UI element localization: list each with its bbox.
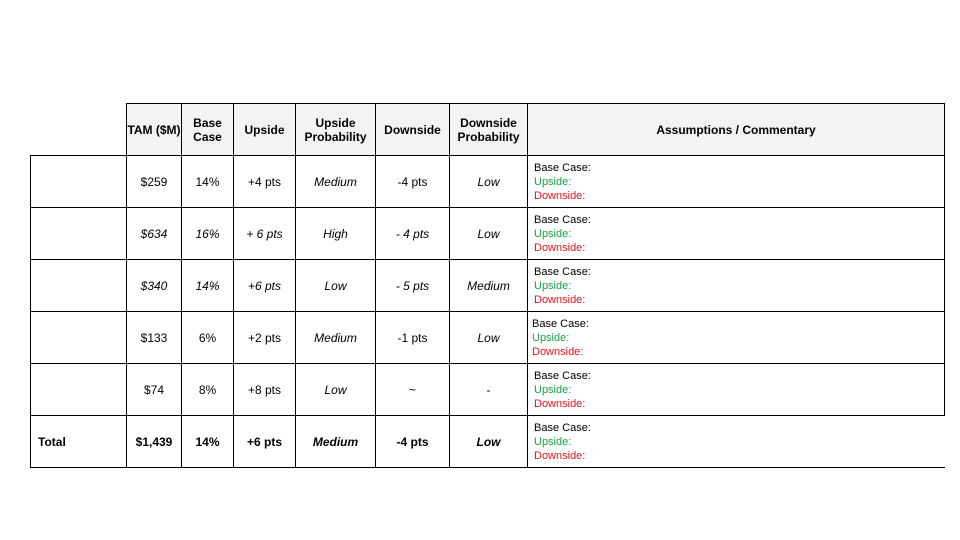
cell-upside-probability: Low: [296, 364, 376, 416]
cell-base-case: 14%: [182, 156, 234, 208]
row-label: [31, 156, 127, 208]
cell-commentary: [528, 208, 945, 260]
header-tam: TAM ($M): [127, 104, 182, 156]
cell-upside: +8 pts: [234, 364, 296, 416]
cell-downside: - 5 pts: [376, 260, 450, 312]
commentary-downside-label: Downside:: [534, 293, 586, 306]
total-tam: $1,439: [127, 416, 182, 468]
cell-base-case: 6%: [182, 312, 234, 364]
cell-downside-probability: Low: [450, 156, 528, 208]
commentary-base-case-label: Base Case:: [534, 161, 591, 174]
table-row: [31, 260, 945, 312]
row-label: [31, 364, 127, 416]
header-base-case: Base Case: [182, 104, 234, 156]
commentary-upside-label: Upside:: [534, 435, 572, 448]
commentary-upside-label: Upside:: [532, 331, 570, 344]
cell-downside: ~: [376, 364, 450, 416]
total-row: [31, 416, 945, 468]
total-label: Total: [31, 416, 127, 468]
cell-upside-probability: Medium: [296, 156, 376, 208]
cell-downside: -4 pts: [376, 156, 450, 208]
cell-upside-probability: High: [296, 208, 376, 260]
cell-upside: +4 pts: [234, 156, 296, 208]
cell-tam: $133: [127, 312, 182, 364]
header-downside: Downside: [376, 104, 450, 156]
header-blank: [31, 104, 127, 156]
cell-upside-probability: Medium: [296, 312, 376, 364]
header-downside-probability: Downside Probability: [450, 104, 528, 156]
cell-commentary: [528, 312, 945, 364]
cell-tam: $340: [127, 260, 182, 312]
cell-commentary: [528, 260, 945, 312]
header-upside: Upside: [234, 104, 296, 156]
cell-upside: +2 pts: [234, 312, 296, 364]
cell-downside-probability: Low: [450, 208, 528, 260]
row-label: [31, 208, 127, 260]
cell-base-case: 8%: [182, 364, 234, 416]
table-row: [31, 208, 945, 260]
cell-downside: - 4 pts: [376, 208, 450, 260]
total-upside: +6 pts: [234, 416, 296, 468]
commentary-base-case-label: Base Case:: [534, 213, 591, 226]
commentary-downside-label: Downside:: [534, 397, 586, 410]
commentary-upside-label: Upside:: [534, 227, 572, 240]
header-commentary: Assumptions / Commentary: [528, 104, 945, 156]
total-upside-probability: Medium: [296, 416, 376, 468]
table-row: [31, 156, 945, 208]
cell-downside-probability: -: [450, 364, 528, 416]
commentary-base-case-label: Base Case:: [534, 421, 591, 434]
cell-upside-probability: Low: [296, 260, 376, 312]
total-downside: -4 pts: [376, 416, 450, 468]
commentary-downside-label: Downside:: [532, 345, 584, 358]
commentary-base-case-label: Base Case:: [534, 369, 591, 382]
table-row: [31, 312, 945, 364]
total-base-case: 14%: [182, 416, 234, 468]
header-upside-probability: Upside Probability: [296, 104, 376, 156]
cell-commentary: [528, 156, 945, 208]
cell-downside: -1 pts: [376, 312, 450, 364]
commentary-upside-label: Upside:: [534, 383, 572, 396]
cell-upside: + 6 pts: [234, 208, 296, 260]
cell-commentary: [528, 364, 945, 416]
scenario-table: [30, 103, 945, 468]
cell-tam: $74: [127, 364, 182, 416]
row-label: [31, 260, 127, 312]
cell-downside-probability: Low: [450, 312, 528, 364]
commentary-downside-label: Downside:: [534, 241, 586, 254]
commentary-base-case-label: Base Case:: [534, 265, 591, 278]
commentary-base-case-label: Base Case:: [532, 317, 589, 330]
header-row: [31, 104, 945, 156]
cell-downside-probability: Medium: [450, 260, 528, 312]
commentary-upside-label: Upside:: [534, 175, 572, 188]
cell-tam: $259: [127, 156, 182, 208]
cell-base-case: 16%: [182, 208, 234, 260]
commentary-downside-label: Downside:: [534, 449, 586, 462]
row-label: [31, 312, 127, 364]
cell-base-case: 14%: [182, 260, 234, 312]
total-downside-probability: Low: [450, 416, 528, 468]
commentary-upside-label: Upside:: [534, 279, 572, 292]
commentary-downside-label: Downside:: [534, 189, 586, 202]
cell-tam: $634: [127, 208, 182, 260]
cell-commentary: [528, 416, 945, 468]
table-row: [31, 364, 945, 416]
cell-upside: +6 pts: [234, 260, 296, 312]
